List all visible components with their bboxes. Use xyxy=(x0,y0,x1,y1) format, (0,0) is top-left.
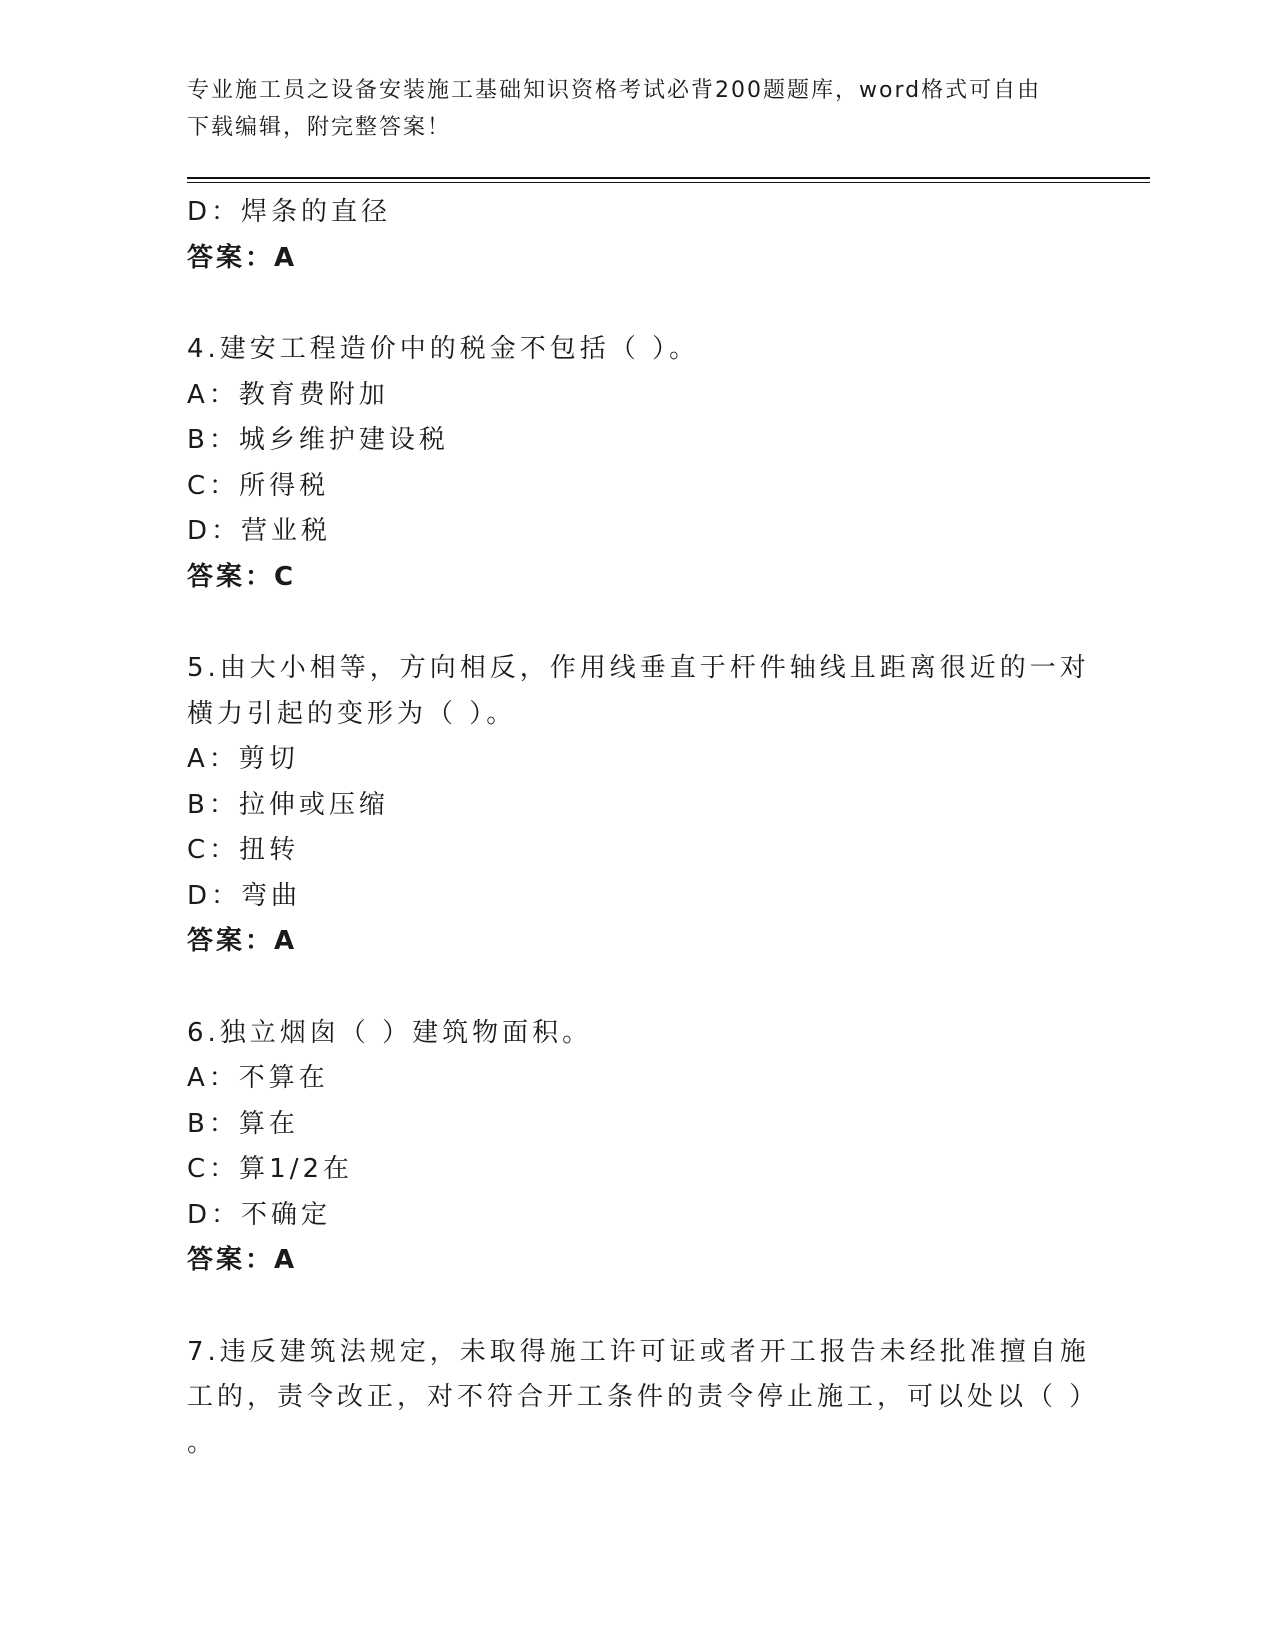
option-c: C：算1/2在 xyxy=(187,1154,353,1184)
header-divider-thin xyxy=(187,182,1150,183)
answer-line: 答案：A xyxy=(187,1245,298,1275)
option-a: A：剪切 xyxy=(187,744,299,774)
option-a: A：教育费附加 xyxy=(187,379,389,410)
question-stem: 4.建安工程造价中的税金不包括（ ）。 xyxy=(187,334,700,364)
question-4 xyxy=(187,327,1087,600)
prev-question-tail xyxy=(187,190,1087,281)
document-header xyxy=(187,72,1087,146)
question-stem-continued: 工的，责令改正，对不符合开工条件的责令停止施工，可以处以（ ） xyxy=(187,1382,1100,1412)
question-stem: 7.违反建筑法规定，未取得施工许可证或者开工报告未经批准擅自施 xyxy=(187,1336,1090,1367)
option-c: C：扭转 xyxy=(187,835,300,865)
option-b: B：拉伸或压缩 xyxy=(187,789,389,820)
option-d: D：焊条的直径 xyxy=(187,197,392,227)
question-5 xyxy=(187,646,1090,965)
question-stem-continued: 横力引起的变形为（ ）。 xyxy=(187,698,517,729)
option-d: D：弯曲 xyxy=(187,880,302,911)
question-stem-end: 。 xyxy=(187,1427,218,1458)
question-stem: 6.独立烟囱（ ）建筑物面积。 xyxy=(187,1017,593,1048)
header-line-1: 专业施工员之设备安装施工基础知识资格考试必背200题题库，word格式可自由 xyxy=(187,78,1042,103)
option-b: B：算在 xyxy=(187,1108,299,1139)
question-7 xyxy=(187,1330,1100,1467)
option-d: D：不确定 xyxy=(187,1199,332,1230)
option-b: B：城乡维护建设税 xyxy=(187,425,449,455)
header-divider-thick xyxy=(187,177,1150,179)
answer-line: 答案：A xyxy=(187,926,298,956)
header-line-2: 下载编辑，附完整答案！ xyxy=(187,115,452,140)
answer-line: 答案：C xyxy=(187,561,297,592)
question-stem: 5.由大小相等，方向相反，作用线垂直于杆件轴线且距离很近的一对 xyxy=(187,653,1090,683)
option-a: A：不算在 xyxy=(187,1063,329,1093)
option-d: D：营业税 xyxy=(187,516,332,546)
answer-line: 答案：A xyxy=(187,242,298,273)
question-list xyxy=(187,190,1100,1466)
question-6 xyxy=(187,1011,1087,1284)
option-c: C：所得税 xyxy=(187,470,330,501)
